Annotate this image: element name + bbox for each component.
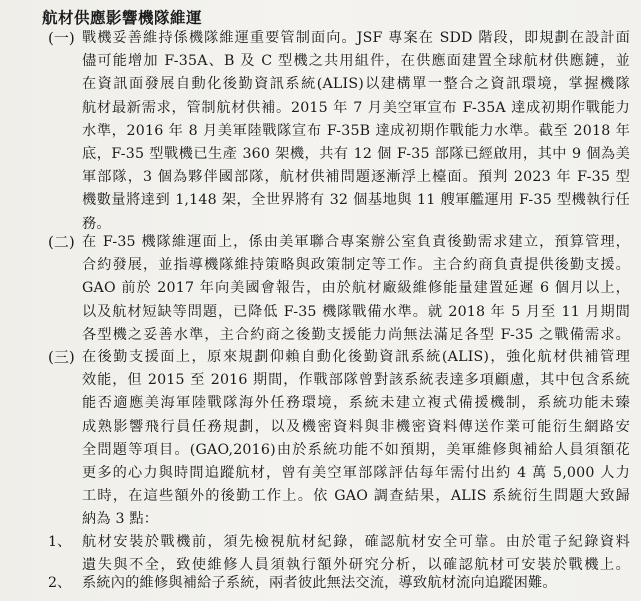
- paragraph-marker: (一): [48, 29, 75, 47]
- paragraph-line: 務。: [82, 215, 111, 232]
- section-title: 航材供應影響機隊維運: [42, 8, 203, 27]
- paragraph-line: 效能，但 2015 至 2016 期間，作戰部隊曾對該系統表達多項顧慮，其中包含系統: [82, 372, 630, 389]
- paragraph-line: 戰機妥善維持係機隊維運重要管制面向。JSF 專案在 SDD 階段，即規劃在設計面: [82, 30, 630, 46]
- paragraph-line: 機數量將達到 1,148 架，全世界將有 32 個基地與 11 艘軍艦運用 F-35 型機執行任: [82, 192, 630, 209]
- list-item-line: 系統內的維修與補給子系統，兩者彼此無法交流，導致航材流向追蹤困難。: [82, 575, 557, 591]
- paragraph-line: 在資訊面發展自動化後勤資訊系統(ALIS)以建構單一整合之資訊環境，掌握機隊: [82, 76, 630, 93]
- paragraph-line: GAO 前於 2017 年向美國會報告，由於航材廠級維修能量建置延遲 6 個月以上，: [82, 280, 630, 297]
- paragraph-line: 以及航材短缺等問題，已降低 F-35 機隊戰備水準。就 2018 年 5 月至 11 月期間: [82, 303, 630, 320]
- paragraph-marker: (三): [48, 348, 75, 366]
- list-marker: 1、: [48, 534, 72, 550]
- paragraph-line: 水準，2016 年 8 月美軍陸戰隊宣布 F-35B 達成初期作戰能力水準。截至 2018 年: [82, 122, 630, 139]
- paragraph-line: 成熟影響飛行員任務規劃，以及機密資料與非機密資料傳送作業可能衍生網路安: [82, 418, 630, 435]
- list-item-line: 遺失與不全，致使維修人員須執行額外研究分析，以確認航材可安裝於戰機上。: [82, 557, 630, 574]
- paragraph-line: 工時，在這些額外的後勤工作上。依 GAO 調查結果，ALIS 系統衍生問題大致歸: [82, 488, 630, 505]
- paragraph-line: 儘可能增加 F-35A、B 及 C 型機之共用組件，在供應面建置全球航材供應鏈，並: [82, 53, 630, 70]
- paragraph-line: 軍部隊，3 個為夥伴國部隊，航材供補問題逐漸浮上檯面。預判 2023 年 F-35 型: [82, 169, 630, 186]
- paragraph-line: 合約發展，並指導機隊維持策略與政策制定等工作。主合約商負責提供後勤支援。: [82, 257, 630, 274]
- paragraph-line: 全問題等項目。(GAO,2016)由於系統功能不如預期，美軍維修與補給人員須額花: [82, 441, 630, 458]
- paragraph-marker: (二): [48, 233, 75, 251]
- paragraph-line: 能否適應美海軍陸戰隊海外任務環境，系統未建立複式備援機制，系統功能未臻: [82, 395, 630, 412]
- paragraph-line: 航材最新需求，管制航材供補。2015 年 7 月美空軍宣布 F-35A 達成初期作戰能力: [82, 99, 630, 116]
- paragraph-line: 在 F-35 機隊維運面上，係由美軍聯合專案辦公室負責後勤需求建立，預算管理，: [82, 234, 630, 250]
- paragraph-line: 底，F-35 型戰機已生產 360 架機，共有 12 個 F-35 部隊已經啟用，其中 9 個為美: [82, 146, 630, 162]
- list-marker: 2、: [48, 575, 72, 591]
- list-item-line: 航材安裝於戰機前，須先檢視航材紀錄，確認航材安全可靠。由於電子紀錄資料: [82, 534, 630, 550]
- paragraph-line: 納為 3 點：: [82, 511, 159, 528]
- paragraph-line: 各型機之妥善水準，主合約商之後勤支援能力尚無法滿足各型 F-35 之戰備需求。: [82, 326, 630, 343]
- paragraph-line: 更多的心力與時間追蹤航材，曾有美空軍部隊評估每年需付出約 4 萬 5,000 人力: [82, 465, 630, 481]
- paragraph-line: 在後勤支援面上，原來規劃仰賴自動化後勤資訊系統(ALIS)，強化航材供補管理: [82, 349, 630, 365]
